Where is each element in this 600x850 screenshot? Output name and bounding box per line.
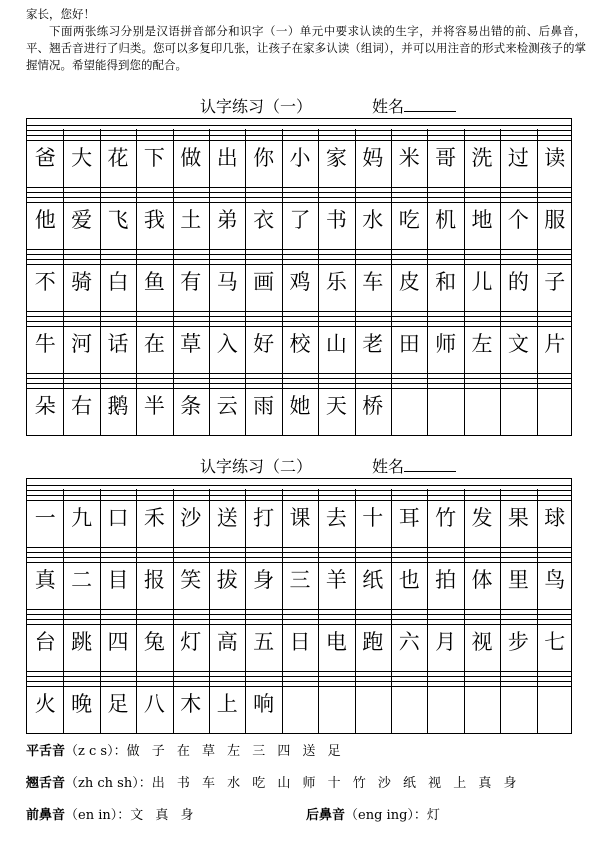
char-cell: 她 bbox=[289, 394, 311, 418]
char-cell: 有 bbox=[180, 270, 202, 294]
char-cell: 话 bbox=[107, 332, 129, 356]
pinyin-guide-line bbox=[27, 609, 571, 610]
char-cell: 他 bbox=[34, 208, 56, 232]
char-cell: 好 bbox=[253, 332, 275, 356]
char-cell: 马 bbox=[216, 270, 238, 294]
pinyin-guide-line bbox=[27, 557, 571, 558]
char-cell: 儿 bbox=[471, 270, 493, 294]
char-cell: 做 bbox=[180, 146, 202, 170]
char-cell: 朵 bbox=[34, 394, 56, 418]
flat-chars: 做 子 在 草 左 三 四 送 足 bbox=[126, 744, 345, 759]
pinyin-guide-line bbox=[27, 192, 571, 193]
char-cell: 土 bbox=[180, 208, 202, 232]
pinyin-guide-line bbox=[27, 311, 571, 312]
retro-pinyin: （zh ch sh）： bbox=[65, 776, 152, 791]
flat-pinyin: （z c s）： bbox=[65, 744, 127, 759]
char-cell: 左 bbox=[471, 332, 493, 356]
char-cell: 河 bbox=[71, 332, 93, 356]
flat-label: 平舌音 bbox=[26, 744, 66, 759]
pinyin-guide-line bbox=[27, 254, 571, 255]
char-cell: 兔 bbox=[143, 630, 165, 654]
char-cell: 弟 bbox=[216, 208, 238, 232]
char-cell: 读 bbox=[544, 146, 566, 170]
char-cell: 在 bbox=[143, 332, 165, 356]
pinyin-guide-line bbox=[27, 125, 571, 126]
char-cell: 草 bbox=[180, 332, 202, 356]
char-cell: 跳 bbox=[71, 630, 93, 654]
char-cell: 鱼 bbox=[143, 270, 165, 294]
char-cell: 报 bbox=[143, 568, 165, 592]
char-cell: 飞 bbox=[107, 208, 129, 232]
char-cell: 五 bbox=[253, 630, 275, 654]
exercise1-title: 认字练习（一） bbox=[200, 97, 313, 116]
char-cell: 个 bbox=[507, 208, 529, 232]
char-cell: 灯 bbox=[180, 630, 202, 654]
pinyin-guide-line bbox=[27, 676, 571, 677]
char-cell: 服 bbox=[544, 208, 566, 232]
pinyin-guide-line bbox=[27, 485, 571, 486]
legend-retroflex bbox=[26, 772, 521, 791]
char-cell: 七 bbox=[544, 630, 566, 654]
char-cell: 月 bbox=[435, 630, 457, 654]
pinyin-guide-line bbox=[27, 259, 571, 260]
pinyin-guide-line bbox=[27, 686, 571, 687]
char-cell: 上 bbox=[216, 692, 238, 716]
char-cell: 雨 bbox=[253, 394, 275, 418]
char-cell: 衣 bbox=[253, 208, 275, 232]
char-cell: 禾 bbox=[143, 506, 165, 530]
char-cell: 二 bbox=[71, 568, 93, 592]
char-cell: 下 bbox=[143, 146, 165, 170]
char-cell: 口 bbox=[107, 506, 129, 530]
char-cell: 条 bbox=[180, 394, 202, 418]
pinyin-guide-line bbox=[27, 383, 571, 384]
front-pinyin: （en in）： bbox=[65, 808, 131, 823]
char-cell: 里 bbox=[507, 568, 529, 592]
pinyin-guide-line bbox=[27, 135, 571, 136]
pinyin-guide-line bbox=[27, 619, 571, 620]
pinyin-guide-line bbox=[27, 130, 571, 131]
char-cell: 九 bbox=[71, 506, 93, 530]
char-cell: 目 bbox=[107, 568, 129, 592]
char-cell: 三 bbox=[289, 568, 311, 592]
char-cell: 不 bbox=[34, 270, 56, 294]
char-cell: 天 bbox=[325, 394, 347, 418]
char-cell: 文 bbox=[507, 332, 529, 356]
pinyin-guide-line bbox=[27, 202, 571, 203]
char-cell: 米 bbox=[398, 146, 420, 170]
note-paragraph: 下面两张练习分别是汉语拼音部分和识字（一）单元中要求认读的生字，并将容易出错的前、后鼻音，平、翘舌音进行了归类。您可以多复印几张，让孩子在家多认读（组词），并可以用注音的形式来检测孩子的掌握情况。希望能得到您的配合。 bbox=[26, 24, 586, 72]
char-cell: 田 bbox=[398, 332, 420, 356]
pinyin-guide-line bbox=[27, 140, 571, 141]
char-cell: 鸡 bbox=[289, 270, 311, 294]
pinyin-guide-line bbox=[27, 495, 571, 496]
char-cell: 身 bbox=[253, 568, 275, 592]
exercise1-header bbox=[0, 94, 600, 118]
back-label: 后鼻音 bbox=[306, 808, 346, 823]
pinyin-guide-line bbox=[27, 316, 571, 317]
char-cell: 去 bbox=[325, 506, 347, 530]
char-cell: 大 bbox=[71, 146, 93, 170]
char-cell: 送 bbox=[216, 506, 238, 530]
name-label: 姓名 bbox=[372, 97, 405, 116]
pinyin-guide-line bbox=[27, 264, 571, 265]
back-chars: 灯 bbox=[426, 808, 444, 823]
pinyin-guide-line bbox=[27, 388, 571, 389]
char-cell: 入 bbox=[216, 332, 238, 356]
exercise2-header bbox=[0, 454, 600, 478]
char-cell: 半 bbox=[143, 394, 165, 418]
char-cell: 六 bbox=[398, 630, 420, 654]
char-cell: 竹 bbox=[435, 506, 457, 530]
exercise2-grid bbox=[26, 478, 572, 734]
char-cell: 十 bbox=[362, 506, 384, 530]
legend-front-nasal bbox=[26, 804, 198, 823]
char-cell: 地 bbox=[471, 208, 493, 232]
char-cell: 耳 bbox=[398, 506, 420, 530]
legend-flat-tongue bbox=[26, 740, 345, 759]
char-cell: 台 bbox=[34, 630, 56, 654]
greeting: 家长，您好！ bbox=[26, 7, 95, 21]
pinyin-guide-line bbox=[27, 326, 571, 327]
char-cell: 拍 bbox=[435, 568, 457, 592]
char-cell: 牛 bbox=[34, 332, 56, 356]
char-cell: 课 bbox=[289, 506, 311, 530]
char-cell: 体 bbox=[471, 568, 493, 592]
char-cell: 右 bbox=[71, 394, 93, 418]
char-cell: 皮 bbox=[398, 270, 420, 294]
pinyin-guide-line bbox=[27, 249, 571, 250]
front-label: 前鼻音 bbox=[26, 808, 66, 823]
char-cell: 你 bbox=[253, 146, 275, 170]
char-cell: 鹅 bbox=[107, 394, 129, 418]
char-cell: 果 bbox=[507, 506, 529, 530]
char-cell: 纸 bbox=[362, 568, 384, 592]
char-cell: 笑 bbox=[180, 568, 202, 592]
char-cell: 水 bbox=[362, 208, 384, 232]
char-cell: 老 bbox=[362, 332, 384, 356]
char-cell: 出 bbox=[216, 146, 238, 170]
pinyin-guide-line bbox=[27, 373, 571, 374]
char-cell: 晚 bbox=[71, 692, 93, 716]
exercise2-name-field bbox=[372, 454, 456, 477]
exercise2-title: 认字练习（二） bbox=[200, 457, 313, 476]
char-cell: 桥 bbox=[362, 394, 384, 418]
front-chars: 文 真 身 bbox=[130, 808, 198, 823]
char-cell: 发 bbox=[471, 506, 493, 530]
char-cell: 哥 bbox=[435, 146, 457, 170]
char-cell: 鸟 bbox=[544, 568, 566, 592]
char-cell: 四 bbox=[107, 630, 129, 654]
char-cell: 书 bbox=[325, 208, 347, 232]
pinyin-guide-line bbox=[27, 562, 571, 563]
name-blank-line[interactable] bbox=[404, 455, 456, 472]
pinyin-guide-line bbox=[27, 624, 571, 625]
char-cell: 爸 bbox=[34, 146, 56, 170]
parent-note bbox=[26, 6, 586, 74]
char-cell: 火 bbox=[34, 692, 56, 716]
name-blank-line[interactable] bbox=[404, 95, 456, 112]
pinyin-guide-line bbox=[27, 614, 571, 615]
char-cell: 跑 bbox=[362, 630, 384, 654]
char-cell: 车 bbox=[362, 270, 384, 294]
char-cell: 机 bbox=[435, 208, 457, 232]
pinyin-guide-line bbox=[27, 321, 571, 322]
char-cell: 足 bbox=[107, 692, 129, 716]
char-cell: 八 bbox=[143, 692, 165, 716]
char-cell: 我 bbox=[143, 208, 165, 232]
pinyin-guide-line bbox=[27, 378, 571, 379]
char-cell: 球 bbox=[544, 506, 566, 530]
char-cell: 乐 bbox=[325, 270, 347, 294]
char-cell: 洗 bbox=[471, 146, 493, 170]
char-cell: 打 bbox=[253, 506, 275, 530]
char-cell: 云 bbox=[216, 394, 238, 418]
char-cell: 小 bbox=[289, 146, 311, 170]
char-cell: 视 bbox=[471, 630, 493, 654]
char-cell: 木 bbox=[180, 692, 202, 716]
pinyin-guide-line bbox=[27, 187, 571, 188]
exercise1-grid bbox=[26, 118, 572, 436]
char-cell: 也 bbox=[398, 568, 420, 592]
retro-chars: 出 书 车 水 吃 山 师 十 竹 沙 纸 视 上 真 身 bbox=[151, 776, 521, 791]
pinyin-guide-line bbox=[27, 500, 571, 501]
char-cell: 花 bbox=[107, 146, 129, 170]
back-pinyin: （eng ing）： bbox=[345, 808, 427, 823]
char-cell: 拔 bbox=[216, 568, 238, 592]
char-cell: 妈 bbox=[362, 146, 384, 170]
char-cell: 家 bbox=[325, 146, 347, 170]
legend-back-nasal bbox=[306, 804, 444, 823]
char-cell: 高 bbox=[216, 630, 238, 654]
char-cell: 沙 bbox=[180, 506, 202, 530]
pinyin-guide-line bbox=[27, 547, 571, 548]
char-cell: 电 bbox=[325, 630, 347, 654]
char-cell: 的 bbox=[507, 270, 529, 294]
char-cell: 步 bbox=[507, 630, 529, 654]
char-cell: 山 bbox=[325, 332, 347, 356]
name-label: 姓名 bbox=[372, 457, 405, 476]
pinyin-guide-line bbox=[27, 197, 571, 198]
char-cell: 片 bbox=[544, 332, 566, 356]
char-cell: 校 bbox=[289, 332, 311, 356]
retro-label: 翘舌音 bbox=[26, 776, 66, 791]
pinyin-guide-line bbox=[27, 681, 571, 682]
char-cell: 一 bbox=[34, 506, 56, 530]
char-cell: 日 bbox=[289, 630, 311, 654]
char-cell: 羊 bbox=[325, 568, 347, 592]
char-cell: 爱 bbox=[71, 208, 93, 232]
char-cell: 了 bbox=[289, 208, 311, 232]
exercise1-name-field bbox=[372, 94, 456, 117]
pinyin-guide-line bbox=[27, 490, 571, 491]
char-cell: 过 bbox=[507, 146, 529, 170]
char-cell: 师 bbox=[435, 332, 457, 356]
char-cell: 响 bbox=[253, 692, 275, 716]
pinyin-guide-line bbox=[27, 671, 571, 672]
char-cell: 白 bbox=[107, 270, 129, 294]
char-cell: 画 bbox=[253, 270, 275, 294]
pinyin-guide-line bbox=[27, 552, 571, 553]
char-cell: 吃 bbox=[398, 208, 420, 232]
char-cell: 和 bbox=[435, 270, 457, 294]
char-cell: 骑 bbox=[71, 270, 93, 294]
char-cell: 子 bbox=[544, 270, 566, 294]
char-cell: 真 bbox=[34, 568, 56, 592]
